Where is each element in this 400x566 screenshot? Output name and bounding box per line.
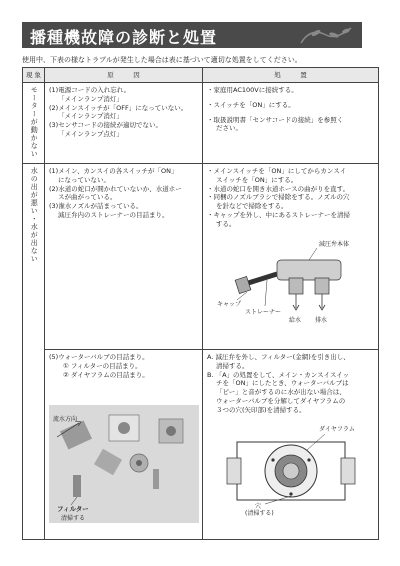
page-title: 播種機故障の診断と処置 — [30, 28, 218, 47]
treatment-cell — [203, 83, 379, 164]
label-filter-note: 清掃する — [61, 515, 86, 523]
table-row — [23, 350, 379, 540]
treatment-cell — [203, 350, 379, 540]
treatment-line: ウォーターバルブを分解してダイヤフラムの — [216, 396, 346, 405]
phenomenon-cell — [23, 83, 45, 164]
label-hole: 穴 — [255, 503, 262, 511]
treatment-line: ・家庭用AC100Vに接続する。 — [207, 86, 298, 94]
label-strainer: ストレーナー — [245, 309, 282, 317]
table-row — [23, 164, 379, 350]
diaphragm-diagram — [207, 420, 375, 516]
label-hole-note: (清掃する) — [245, 510, 274, 517]
cause-line: ① フィルターの目詰まり。 — [63, 361, 142, 370]
label-supply: 給水 — [289, 317, 302, 325]
cause-line: 「メインランプ消灯」 — [58, 112, 123, 121]
treatment-line: ださい。 — [216, 124, 242, 133]
table-row — [23, 83, 379, 164]
treatment-line: A. 減圧弁を外し、フィルター(金網)を引き出し、 — [207, 353, 350, 361]
cause-line: (5)ウォーターバルブの目詰まり。 — [49, 353, 149, 361]
cause-line: (1)電源コードの入れ忘れ。 — [49, 86, 131, 94]
label-drain: 排水 — [315, 317, 328, 325]
treatment-cell — [203, 164, 379, 350]
table-header-row — [23, 68, 379, 83]
water-valve-parts-photo — [49, 405, 199, 523]
cause-line: スが曲がっている。 — [58, 193, 117, 202]
treatment-line: ・キャップを外し、中にあるストレーナーを清掃 — [207, 210, 350, 219]
treatment-line: ・メインスイッチを「ON」にしてからカンスイ — [207, 167, 347, 175]
label-cap: キャップ — [217, 301, 242, 309]
cause-line: 減圧弁内のストレーナーの目詰まり。 — [58, 210, 169, 219]
label-valve-body: 減圧弁本体 — [319, 241, 350, 249]
header-treatment: 処 置 — [203, 68, 379, 83]
treatment-line: ・スイッチを「ON」にする。 — [207, 100, 295, 109]
label-filter: フィルター — [57, 505, 89, 514]
treatment-line: ３つの穴(矢印部)を清掃する。 — [216, 405, 306, 414]
label-flow-direction: 流水方向 — [53, 416, 78, 424]
treatment-line: を針などで掃除をする。 — [216, 202, 288, 211]
treatment-line: ・取扱説明書「センサコードの接続」を参照く — [207, 115, 344, 124]
label-diaphragm: ダイヤフラム — [319, 426, 355, 434]
pressure-valve-diagram — [207, 234, 375, 328]
diagnosis-table — [22, 67, 379, 540]
treatment-line: 「ピー」と音がするのに水が出ない場合は、 — [216, 388, 346, 397]
treatment-line: する。 — [216, 219, 236, 228]
phenomenon-cell — [23, 164, 45, 540]
cause-line: ② ダイヤフラムの目詰まり。 — [63, 370, 149, 379]
treatment-line: ・同梱のノズルブラシで掃除をする。ノズルの穴 — [207, 193, 350, 202]
cause-cell — [45, 350, 203, 540]
cause-line: 「メインランプ消灯」 — [58, 94, 123, 103]
cause-line: になっていない。 — [58, 175, 110, 184]
cause-line: (2)水道の蛇口が開かれていないか、水道ホー — [49, 184, 182, 193]
cause-line: (1)メイン、カンスイの各スイッチが「ON」 — [49, 167, 178, 175]
treatment-line: スイッチを「ON」にする。 — [216, 175, 298, 184]
phenomenon-motor: モーターが動かない — [30, 86, 39, 158]
cause-cell — [45, 83, 203, 164]
treatment-line: B. 「A」の処置をして、メイン・カンスイスイッ — [207, 370, 350, 379]
cause-line: (2)メインスイッチが「OFF」になっていない。 — [49, 103, 188, 112]
leaf-decoration-icon — [296, 25, 356, 45]
treatment-line: 清掃する。 — [216, 361, 249, 370]
intro-text: 使用中、下表の様なトラブルが発生した場合は表に基づいて適切な処置をしてください。 — [22, 56, 302, 64]
header-phenomenon: 現 象 — [23, 68, 45, 83]
cause-line: (3)センサコードの接続が適切でない。 — [49, 121, 162, 130]
cause-line: (3)潅水ノズルが詰まっている。 — [49, 202, 143, 211]
title-banner — [22, 22, 362, 48]
treatment-line: ・水道の蛇口を開き水道ホースの曲がりを直す。 — [207, 184, 350, 193]
phenomenon-water: 水の出が悪い・水が出ない — [30, 167, 39, 263]
cause-line: 「メインランプ点灯」 — [58, 129, 123, 138]
treatment-line: チを「ON」にしたとき、ウォーターバルブは — [216, 379, 349, 388]
cause-cell — [45, 164, 203, 350]
header-cause: 原 因 — [45, 68, 203, 83]
